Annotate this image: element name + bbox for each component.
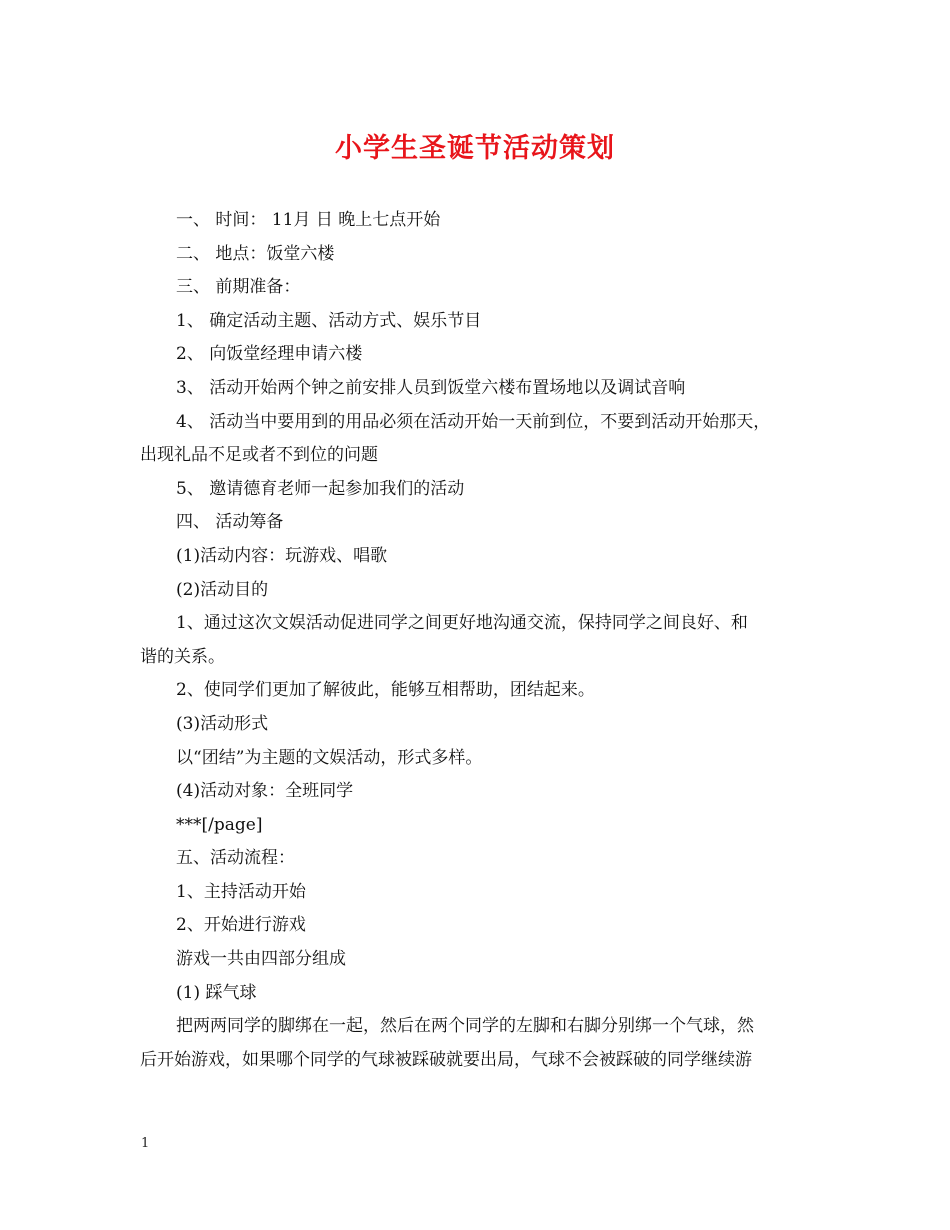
text-line: 四、 活动筹备 [176,512,284,533]
text-line: (4)活动对象：全班同学 [176,781,354,802]
text-line: (1)活动内容：玩游戏、唱歌 [176,545,388,566]
text-line: 5、 邀请德育老师一起参加我们的活动 [176,478,465,499]
text-line: 1、主持活动开始 [176,881,306,902]
text-line: 三、 前期准备： [176,277,301,298]
page-number: 1 [141,1136,150,1151]
paragraph-line: 把两两同学的脚绑在一起，然后在两个同学的左脚和右脚分别绑一个气球，然 [176,1016,754,1037]
text-line: 1、 确定活动主题、活动方式、娱乐节目 [176,310,482,331]
document-body [140,204,830,1077]
text-line: 2、使同学们更加了解彼此，能够互相帮助，团结起来。 [176,680,595,701]
text-line: (1) 踩气球 [176,982,257,1003]
paragraph-line: 1、通过这次文娱活动促进同学之间更好地沟通交流，保持同学之间良好、和 [176,613,748,634]
text-line: 五、活动流程： [176,848,295,869]
text-line: 以“团结”为主题的文娱活动，形式多样。 [176,747,483,768]
text-line: 游戏一共由四部分组成 [176,949,346,970]
text-line: 2、开始进行游戏 [176,915,306,936]
text-line: (2)活动目的 [176,579,269,600]
paragraph-line: 4、 活动当中要用到的用品必须在活动开始一天前到位，不要到活动开始那天， [176,411,771,432]
text-line: 二、 地点：饭堂六楼 [176,243,335,264]
text-line: ***[/page] [176,814,263,835]
paragraph-line: 出现礼品不足或者不到位的问题 [140,445,378,466]
document-title: 小学生圣诞节活动策划 [335,133,615,164]
paragraph-line: 后开始游戏，如果哪个同学的气球被踩破就要出局，气球不会被踩破的同学继续游 [140,1049,752,1070]
text-line: 一、 时间： 11月 日 晚上七点开始 [176,210,441,230]
text-line: 2、 向饭堂经理申请六楼 [176,344,363,365]
text-line: (3)活动形式 [176,713,269,734]
text-line: 3、 活动开始两个钟之前安排人员到饭堂六楼布置场地以及调试音响 [176,377,686,398]
paragraph-line: 谐的关系。 [140,646,225,667]
